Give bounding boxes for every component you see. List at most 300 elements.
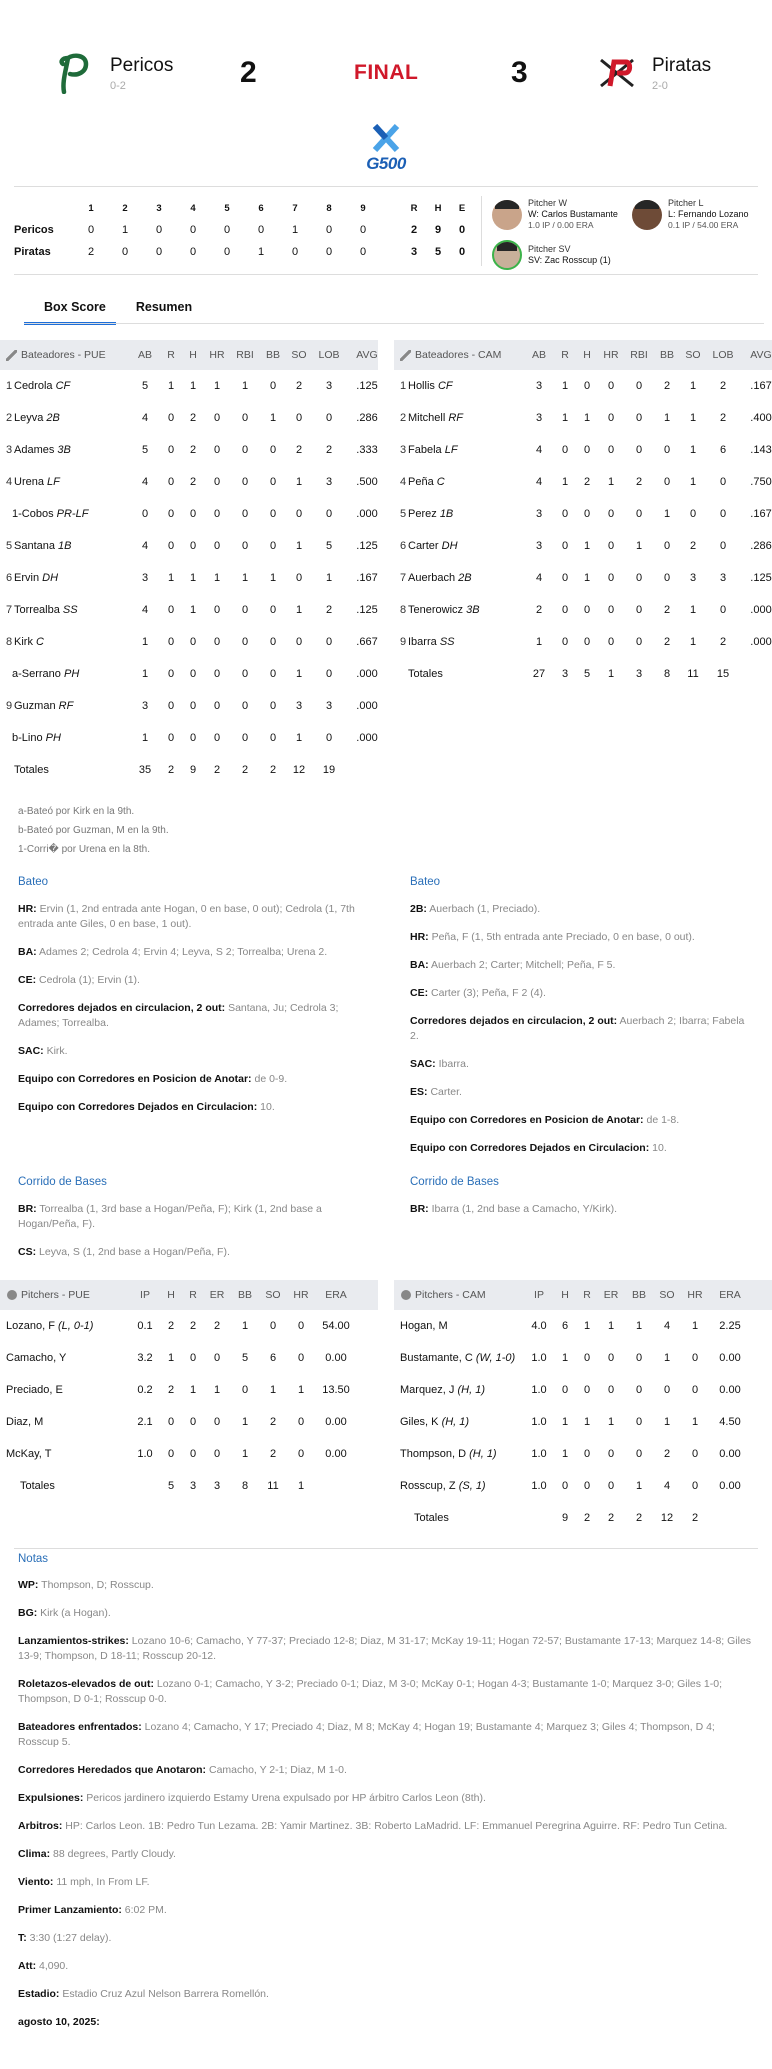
note-item xyxy=(18,1634,758,1664)
player-position: DH xyxy=(42,572,59,584)
stat-cell: 0 xyxy=(167,1416,175,1428)
player-name[interactable]: Cedrola xyxy=(14,380,53,392)
batting-order: 5 xyxy=(6,540,13,552)
home-team-name[interactable]: Piratas xyxy=(652,55,712,76)
player-position: C xyxy=(436,476,445,488)
away-batting-table xyxy=(0,340,378,786)
stat-cell: 0 xyxy=(561,1480,569,1492)
pitcher-cell[interactable] xyxy=(0,1416,130,1428)
stat-cell: .167 xyxy=(750,508,772,520)
stat-cell: 2 xyxy=(719,412,727,424)
note-value: Leyva, S (1, 2nd base a Hogan/Peña, F). xyxy=(39,1246,230,1258)
column-header: BB xyxy=(265,349,280,361)
player-name[interactable]: 1-Cobos xyxy=(12,508,54,520)
stat-cell: 2 xyxy=(213,1320,221,1332)
table-row xyxy=(394,1310,772,1342)
stat-cell: 0 xyxy=(607,412,615,424)
player-name[interactable]: Leyva xyxy=(14,412,44,424)
player-cell[interactable] xyxy=(0,572,130,584)
winning-pitcher[interactable] xyxy=(492,198,618,231)
pitcher-cell[interactable] xyxy=(394,1320,524,1332)
pitcher-w-label: Pitcher W xyxy=(528,198,568,208)
tab-bar xyxy=(24,300,202,325)
stat-cell: 0 xyxy=(607,444,615,456)
note-item xyxy=(410,902,755,917)
player-cell[interactable] xyxy=(0,732,130,744)
home-team-logo[interactable] xyxy=(598,56,636,90)
pitcher-sv-label: Pitcher SV xyxy=(528,244,571,254)
table-row xyxy=(394,594,772,626)
stat-cell: 2 xyxy=(663,636,671,648)
note-value: Torrealba (1, 3rd base a Hogan/Peña, F); Kirk (1, 2nd base a Hogan/Peña, F). xyxy=(18,1203,322,1230)
player-cell[interactable] xyxy=(0,700,130,712)
stat-cell: 2 xyxy=(189,444,197,456)
column-header: AB xyxy=(137,349,152,361)
stat-cell: 1 xyxy=(141,636,149,648)
stat-cell: 0 xyxy=(213,508,221,520)
losing-pitcher[interactable] xyxy=(632,198,749,231)
total-cell: 27 xyxy=(532,668,546,680)
stat-cell: 0 xyxy=(635,636,643,648)
player-name[interactable]: Urena xyxy=(14,476,44,488)
pitcher-name[interactable]: Preciado, E xyxy=(6,1384,63,1396)
stat-cell: 1 xyxy=(561,412,569,424)
linescore-team[interactable]: Piratas xyxy=(14,246,51,258)
stat-cell: 0 xyxy=(241,476,249,488)
player-name[interactable]: Peña xyxy=(408,476,434,488)
note-item xyxy=(410,1202,755,1217)
stat-cell: 4.0 xyxy=(531,1320,547,1332)
stat-cell: 0 xyxy=(141,508,149,520)
player-name[interactable]: Carter xyxy=(408,540,439,552)
stat-cell: 0 xyxy=(241,732,249,744)
pitcher-name[interactable]: McKay, T xyxy=(6,1448,52,1460)
totals-label: Totales xyxy=(14,764,49,776)
total-runs: 2 xyxy=(410,224,418,236)
player-name[interactable]: Kirk xyxy=(14,636,33,648)
stat-cell: 0.00 xyxy=(719,1448,741,1460)
stat-cell: 4 xyxy=(141,412,149,424)
player-name[interactable]: a-Serrano xyxy=(12,668,61,680)
note-key: Equipo con Corredores Dejados en Circulacion: xyxy=(410,1142,650,1154)
stat-cell: 1 xyxy=(295,668,303,680)
total-cell: 2 xyxy=(583,1512,591,1524)
stat-cell: 1 xyxy=(689,444,697,456)
note-key: Lanzamientos-strikes: xyxy=(18,1635,129,1647)
stat-cell: 1 xyxy=(607,1416,615,1428)
stat-cell: 0 xyxy=(213,412,221,424)
pitcher-name[interactable]: Bustamante, C xyxy=(400,1352,473,1364)
inning-runs: 0 xyxy=(325,246,333,258)
stat-cell: 2 xyxy=(325,444,333,456)
note-key: Clima: xyxy=(18,1848,51,1860)
player-position: CF xyxy=(437,380,453,392)
stat-cell: 0 xyxy=(213,668,221,680)
stat-cell: 0 xyxy=(167,668,175,680)
note-item xyxy=(18,1903,758,1918)
player-name[interactable]: Ibarra xyxy=(408,636,437,648)
stat-cell: 1 xyxy=(269,412,277,424)
stat-cell: 1 xyxy=(583,1416,591,1428)
stat-cell: 6 xyxy=(719,444,727,456)
pitcher-decision: (H, 1) xyxy=(469,1448,497,1460)
player-cell[interactable] xyxy=(0,540,130,552)
note-key: HR: xyxy=(410,931,429,943)
stat-cell: 1 xyxy=(241,1320,249,1332)
piratas-logo-icon xyxy=(598,56,636,90)
player-position: SS xyxy=(62,604,78,616)
stat-cell: 1 xyxy=(213,380,221,392)
stat-cell: 0 xyxy=(607,572,615,584)
stat-cell: 2 xyxy=(663,1448,671,1460)
pitcher-cell[interactable] xyxy=(394,1448,524,1460)
column-header: RBI xyxy=(236,349,254,361)
stat-cell: 1 xyxy=(583,572,591,584)
pitcher-name[interactable]: Marquez, J xyxy=(400,1384,455,1396)
stat-cell: 0 xyxy=(269,380,277,392)
tab-box-score[interactable]: Box Score xyxy=(24,300,116,325)
note-item xyxy=(410,1014,755,1044)
footnote: 1-Corri� por Urena en la 8th. xyxy=(18,844,150,855)
note-item xyxy=(18,2015,758,2030)
stat-cell: 6 xyxy=(269,1352,277,1364)
stat-cell: .167 xyxy=(356,572,378,584)
player-cell[interactable] xyxy=(0,604,130,616)
stat-cell: 0 xyxy=(189,540,197,552)
player-name[interactable]: Auerbach xyxy=(408,572,456,584)
stat-cell: 1 xyxy=(269,572,277,584)
stat-cell: 3 xyxy=(535,412,543,424)
batting-order: 3 xyxy=(6,444,13,456)
stat-cell: 0 xyxy=(325,636,333,648)
stat-cell: 0 xyxy=(583,508,591,520)
stat-cell: .143 xyxy=(750,444,772,456)
player-cell[interactable] xyxy=(394,444,524,456)
home-batting-notes-title: Bateo xyxy=(410,876,441,888)
stat-cell: 4 xyxy=(141,476,149,488)
stat-cell: 3 xyxy=(325,476,333,488)
tab-resumen[interactable]: Resumen xyxy=(135,300,193,314)
note-item xyxy=(18,1100,363,1115)
stat-cell: 2 xyxy=(689,540,697,552)
stat-cell: .667 xyxy=(356,636,378,648)
stat-cell: 1 xyxy=(607,476,615,488)
player-cell[interactable] xyxy=(0,636,130,648)
stat-cell: 1 xyxy=(213,572,221,584)
player-cell[interactable] xyxy=(0,476,130,488)
baseball-icon xyxy=(401,1290,411,1300)
total-cell: 11 xyxy=(687,668,699,680)
hits-label: H xyxy=(434,202,442,214)
player-position: PR-LF xyxy=(56,508,89,520)
stat-cell: 0 xyxy=(295,572,303,584)
player-cell[interactable] xyxy=(394,508,524,520)
save-pitcher[interactable] xyxy=(492,240,611,270)
linescore xyxy=(14,197,474,263)
player-name[interactable]: Adames xyxy=(14,444,55,456)
player-cell[interactable] xyxy=(394,572,524,584)
player-position: 2B xyxy=(46,412,60,424)
stat-cell: 2 xyxy=(663,604,671,616)
note-item xyxy=(18,1819,758,1834)
note-key: BR: xyxy=(410,1203,429,1215)
player-cell[interactable] xyxy=(394,636,524,648)
pitcher-cell[interactable] xyxy=(394,1480,524,1492)
player-cell[interactable] xyxy=(0,668,130,680)
stat-cell: 0 xyxy=(241,604,249,616)
stat-cell: 0.00 xyxy=(719,1480,741,1492)
note-item xyxy=(18,1606,758,1621)
note-key: Equipo con Corredores en Posicion de Anotar: xyxy=(18,1073,252,1085)
inning-runs: 0 xyxy=(87,224,95,236)
note-value: 11 mph, In From LF. xyxy=(56,1876,150,1888)
note-key: Corredores dejados en circulacion, 2 out: xyxy=(410,1015,618,1027)
note-item xyxy=(410,1141,755,1156)
stat-cell: 0 xyxy=(269,444,277,456)
stat-cell: 1 xyxy=(213,1384,221,1396)
stat-cell: 5 xyxy=(325,540,333,552)
note-key: Equipo con Corredores Dejados en Circulacion: xyxy=(18,1101,258,1113)
note-key: agosto 10, 2025: xyxy=(18,2016,100,2028)
inning-label: 7 xyxy=(292,202,298,214)
stat-cell: 0 xyxy=(635,1448,643,1460)
player-position: LF xyxy=(47,476,60,488)
table-title xyxy=(394,349,524,361)
stat-cell: 1 xyxy=(189,1384,197,1396)
player-name[interactable]: Tenerowicz xyxy=(408,604,464,616)
pitcher-cell[interactable] xyxy=(394,1352,524,1364)
note-item xyxy=(18,1202,363,1232)
stat-cell: 3 xyxy=(325,380,333,392)
stat-cell: 0 xyxy=(607,1384,615,1396)
player-name[interactable]: b-Lino xyxy=(12,732,43,744)
total-cell: 2 xyxy=(269,764,277,776)
player-name[interactable]: Guzman xyxy=(14,700,56,712)
stat-cell: 0 xyxy=(635,508,643,520)
home-score: 3 xyxy=(511,56,528,89)
note-key: ES: xyxy=(410,1086,428,1098)
note-item xyxy=(18,945,363,960)
column-header: ER xyxy=(209,1289,225,1301)
player-cell[interactable] xyxy=(394,412,524,424)
column-header: LOB xyxy=(712,349,734,361)
stat-cell: .167 xyxy=(750,380,772,392)
stat-cell: 5 xyxy=(141,444,149,456)
note-key: BA: xyxy=(410,959,429,971)
stat-cell: 1 xyxy=(607,1320,615,1332)
column-header: BB xyxy=(631,1289,646,1301)
stat-cell: 0 xyxy=(583,1352,591,1364)
stat-cell: 0 xyxy=(583,604,591,616)
stat-cell: 0 xyxy=(561,636,569,648)
column-header: R xyxy=(167,349,175,361)
note-key: SAC: xyxy=(18,1045,44,1057)
note-value: Thompson, D; Rosscup. xyxy=(41,1579,154,1591)
column-header: AVG xyxy=(356,349,378,361)
table-row xyxy=(0,1374,378,1406)
note-value: 88 degrees, Partly Cloudy. xyxy=(53,1848,176,1860)
table-row xyxy=(394,530,772,562)
player-cell[interactable] xyxy=(0,508,130,520)
table-title-text: Bateadores - CAM xyxy=(415,349,502,361)
away-team-logo[interactable] xyxy=(56,52,90,94)
stat-cell: 0 xyxy=(325,412,333,424)
player-cell[interactable] xyxy=(394,604,524,616)
stat-cell: .500 xyxy=(356,476,378,488)
stat-cell: 0 xyxy=(189,636,197,648)
column-header: IP xyxy=(140,1289,150,1301)
stat-cell: 2 xyxy=(269,1416,277,1428)
total-cell: 2 xyxy=(213,764,221,776)
player-name[interactable]: Hollis xyxy=(408,380,435,392)
stat-cell: 0 xyxy=(241,1384,249,1396)
stat-cell: 0 xyxy=(167,732,175,744)
table-title-text: Pitchers - CAM xyxy=(415,1289,486,1301)
player-name[interactable]: Santana xyxy=(14,540,55,552)
note-item xyxy=(18,1044,363,1059)
baseball-icon xyxy=(7,1290,17,1300)
stat-cell: 1.0 xyxy=(531,1448,547,1460)
stat-cell: 3 xyxy=(535,508,543,520)
stat-cell: .286 xyxy=(750,540,772,552)
stat-cell: 1.0 xyxy=(531,1416,547,1428)
pitcher-name[interactable]: Thompson, D xyxy=(400,1448,467,1460)
note-value: Ibarra (1, 2nd base a Camacho, Y/Kirk). xyxy=(431,1203,617,1215)
pitcher-w-name: W: Carlos Bustamante xyxy=(528,209,618,219)
note-key: Estadio: xyxy=(18,1988,60,2000)
stat-cell: 0 xyxy=(561,1384,569,1396)
total-cell: 5 xyxy=(167,1480,175,1492)
inning-runs: 1 xyxy=(291,224,299,236)
table-title-text: Pitchers - PUE xyxy=(21,1289,90,1301)
stat-cell: 1 xyxy=(663,1416,671,1428)
note-key: CE: xyxy=(410,987,429,999)
player-name[interactable]: Perez xyxy=(408,508,437,520)
total-cell: 3 xyxy=(635,668,643,680)
player-cell[interactable] xyxy=(394,476,524,488)
player-name[interactable]: Fabela xyxy=(408,444,442,456)
inning-runs: 0 xyxy=(223,246,231,258)
sponsor-logo xyxy=(356,124,416,180)
pitcher-cell[interactable] xyxy=(0,1384,130,1396)
player-position: RF xyxy=(448,412,464,424)
away-team-name[interactable]: Pericos xyxy=(110,55,174,76)
batting-order: 1 xyxy=(400,380,407,392)
stat-cell: 4 xyxy=(663,1480,671,1492)
stat-cell: 0 xyxy=(325,508,333,520)
note-value: Ervin (1, 2nd entrada ante Hogan, 0 en base, 0 out); Cedrola (1, 7th entrada ante Giles, 0 en base, 1 out). xyxy=(18,903,355,930)
stat-cell: 0 xyxy=(213,604,221,616)
note-item xyxy=(18,1072,363,1087)
game-status: FINAL xyxy=(354,61,419,84)
stat-cell: 0 xyxy=(213,476,221,488)
inning-runs: 0 xyxy=(325,224,333,236)
note-item xyxy=(18,1791,758,1806)
notes-block xyxy=(18,1578,758,2043)
column-header: ER xyxy=(603,1289,619,1301)
batting-order: 9 xyxy=(6,700,13,712)
pitcher-name[interactable]: Giles, K xyxy=(400,1416,439,1428)
stat-cell: 0 xyxy=(189,1416,197,1428)
stat-cell: 2 xyxy=(189,1320,197,1332)
stat-cell: 0 xyxy=(297,1416,305,1428)
totals-label: Totales xyxy=(414,1512,449,1524)
pitcher-name[interactable]: Rosscup, Z xyxy=(400,1480,456,1492)
note-item xyxy=(18,1931,758,1946)
pitcher-cell[interactable] xyxy=(0,1352,130,1364)
pitcher-name[interactable]: Camacho, Y xyxy=(6,1352,67,1364)
column-header: BB xyxy=(237,1289,252,1301)
note-value: HP: Carlos Leon. 1B: Pedro Tun Lezama. 2B: Yamir Martinez. 3B: Roberto LaMadrid. LF: Emmanuel Peregrina Aguirre. RF: Pedro Tun Cetina. xyxy=(65,1820,728,1832)
player-position: 3B xyxy=(57,444,71,456)
stat-cell: 0 xyxy=(607,636,615,648)
pitcher-cell[interactable] xyxy=(0,1448,130,1460)
stat-cell: 0 xyxy=(189,668,197,680)
player-cell[interactable] xyxy=(0,444,130,456)
column-header: H xyxy=(583,349,591,361)
player-cell[interactable] xyxy=(0,380,130,392)
stat-cell: .125 xyxy=(750,572,772,584)
total-hits: 9 xyxy=(434,224,442,236)
pitcher-l-name: L: Fernando Lozano xyxy=(668,209,749,219)
stat-cell: 2 xyxy=(167,1320,175,1332)
note-value: Ibarra. xyxy=(438,1058,469,1070)
linescore-team[interactable]: Pericos xyxy=(14,224,54,236)
home-team-record: 2-0 xyxy=(652,80,668,92)
player-cell[interactable] xyxy=(0,412,130,424)
stat-cell: 0 xyxy=(167,1448,175,1460)
pitcher-name[interactable]: Hogan, M xyxy=(400,1320,448,1332)
pitcher-name[interactable]: Diaz, M xyxy=(6,1416,44,1428)
stat-cell: 0 xyxy=(689,508,697,520)
player-cell[interactable] xyxy=(394,540,524,552)
column-header: ERA xyxy=(719,1289,741,1301)
stat-cell: .000 xyxy=(750,636,772,648)
column-header: AB xyxy=(531,349,546,361)
stat-cell: 3.2 xyxy=(137,1352,153,1364)
stat-cell: 1 xyxy=(689,604,697,616)
stat-cell: 0 xyxy=(635,1384,643,1396)
pitcher-avatar xyxy=(632,200,662,230)
player-cell[interactable] xyxy=(394,380,524,392)
stat-cell: 0.00 xyxy=(719,1352,741,1364)
table-row xyxy=(394,370,772,402)
stat-cell: 0 xyxy=(269,1320,277,1332)
table-title xyxy=(394,1289,524,1301)
note-value: Carter. xyxy=(430,1086,462,1098)
table-row xyxy=(394,1342,772,1374)
note-value: 6:02 PM. xyxy=(124,1904,167,1916)
stat-cell: 2 xyxy=(167,1384,175,1396)
player-name[interactable]: Ervin xyxy=(14,572,40,584)
player-name[interactable]: Torrealba xyxy=(14,604,60,616)
pitcher-cell[interactable] xyxy=(394,1416,524,1428)
stat-cell: 4 xyxy=(141,604,149,616)
stat-cell: 0 xyxy=(635,604,643,616)
stat-cell: 0 xyxy=(607,1480,615,1492)
stat-cell: 1.0 xyxy=(531,1480,547,1492)
runs-label: R xyxy=(410,202,418,214)
table-row xyxy=(394,1438,772,1470)
pitcher-cell[interactable] xyxy=(394,1384,524,1396)
note-item xyxy=(410,986,755,1001)
note-key: Roletazos-elevados de out: xyxy=(18,1678,154,1690)
pitcher-name[interactable]: Lozano, F xyxy=(6,1320,55,1332)
note-key: Corredores Heredados que Anotaron: xyxy=(18,1764,207,1776)
pitcher-cell[interactable] xyxy=(0,1320,130,1332)
stat-cell: 0 xyxy=(297,1352,305,1364)
player-name[interactable]: Mitchell xyxy=(408,412,446,424)
